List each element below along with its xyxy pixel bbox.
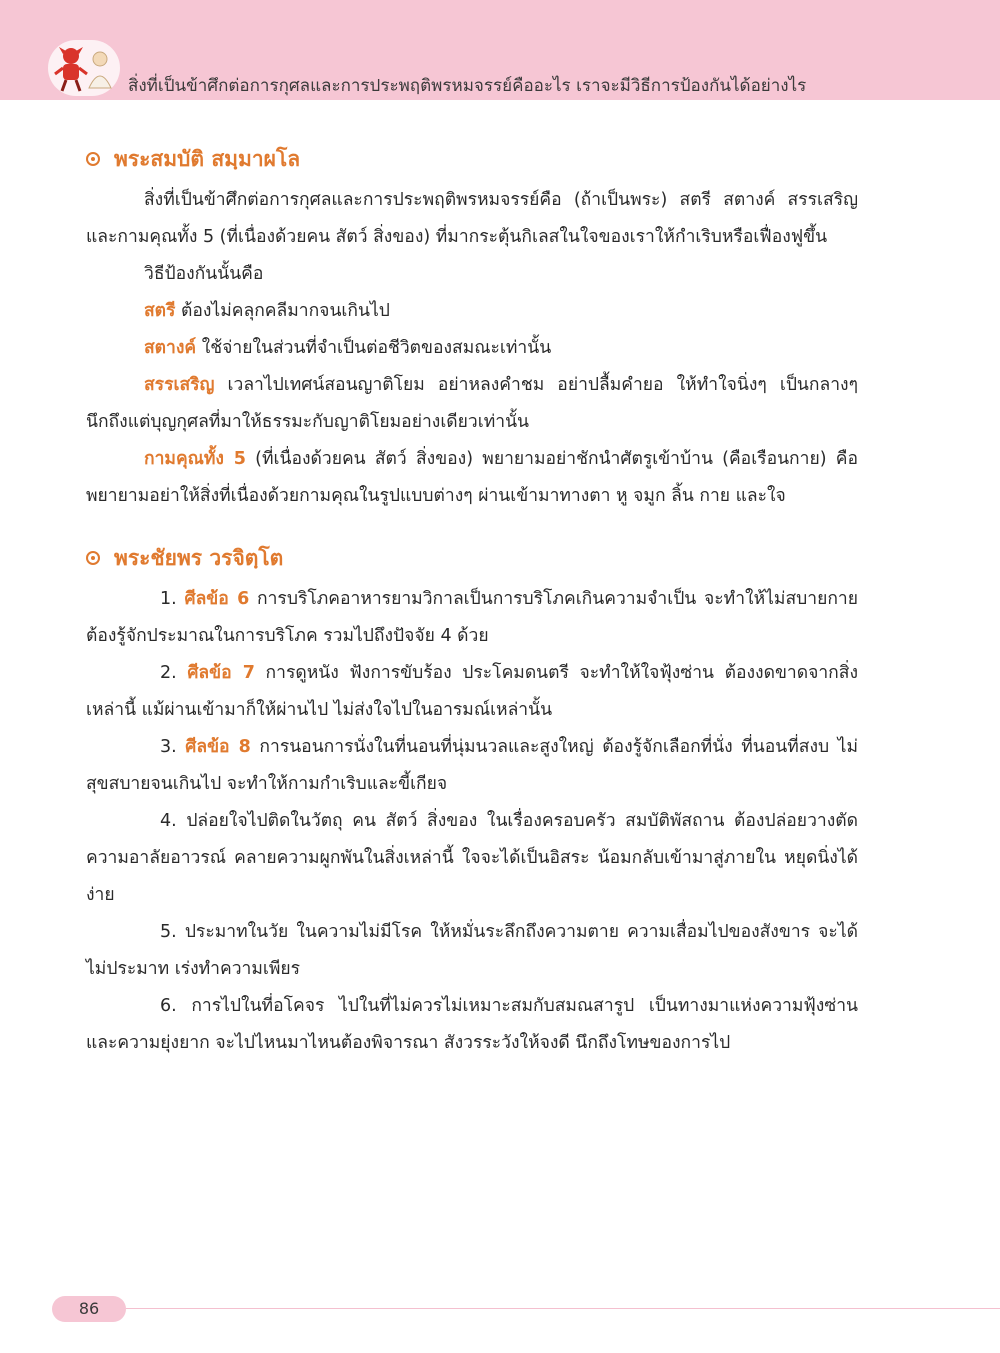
section-title	[86, 140, 858, 178]
page-content	[86, 140, 858, 1062]
highlight-term: กามคุณทั้ง 5	[144, 449, 246, 469]
paragraph-text: (ที่เนื่องด้วยคน สัตว์ สิ่งของ) พยายามอย่าชักนำศัตรูเข้าบ้าน (คือเรือนกาย) คือพยายามอย่าให้สิ่งที่เนื่องด้วยกามคุณในรูปแบบต่างๆ ผ่านเข้ามาทางตา หู จมูก ลิ้น กาย และใจ	[86, 449, 858, 506]
spacer	[86, 515, 858, 539]
paragraph-text: ปล่อยใจไปติดในวัตถุ คน สัตว์ สิ่งของ ในเรื่องครอบครัว สมบัติพัสถาน ต้องปล่อยวางตัดความอาลัยอาวรณ์ คลายความผูกพันในสิ่งเหล่านี้ ใจจะได้เป็นอิสระ น้อมกลับเข้ามาสู่ภายใน หยุดนิ่งได้ง่าย	[86, 811, 858, 905]
list-number: 5.	[160, 922, 185, 942]
paragraph-text: ต้องไม่คลุกคลีมากจนเกินไป	[175, 301, 390, 321]
paragraph: สิ่งที่เป็นข้าศึกต่อการกุศลและการประพฤติพรหมจรรย์คือ (ถ้าเป็นพระ) สตรี สตางค์ สรรเสริญ และกามคุณทั้ง 5 (ที่เนื่องด้วยคน สัตว์ สิ่งของ) ที่มากระตุ้นกิเลสในใจของเราให้กำเริบหรือเฟื่องฟูขึ้น	[86, 190, 858, 247]
paragraph: วิธีป้องกันนั้นคือ	[144, 264, 264, 284]
header-title: สิ่งที่เป็นข้าศึกต่อการกุศลและการประพฤติพรหมจรรย์คืออะไร เราจะมีวิธีการป้องกันได้อย่างไร	[128, 76, 807, 96]
paragraph-text: การนอนการนั่งในที่นอนที่นุ่มนวลและสูงใหญ่ ต้องรู้จักเลือกที่นั่ง ที่นอนที่สงบ ไม่สุขสบายจนเกินไป จะทำให้กามกำเริบและขี้เกียจ	[86, 737, 859, 794]
paragraph	[86, 367, 858, 441]
list-item	[86, 803, 858, 914]
page-number: 86	[52, 1296, 126, 1322]
monk-demon-illustration-icon	[48, 40, 120, 96]
list-number: 2.	[160, 663, 188, 683]
highlight-term: สตรี	[144, 301, 176, 321]
paragraph-text: การไปในที่อโคจร ไปในที่ไม่ควรไม่เหมาะสมกับสมณสารูป เป็นทางมาแห่งความฟุ้งซ่าน และความยุ่งยาก จะไปไหนมาไหนต้องพิจารณา สังวรระวังให้จงดี นึกถึงโทษของการไป	[86, 996, 858, 1053]
section-title	[86, 539, 858, 577]
paragraph-text: ประมาทในวัย ในความไม่มีโรค ให้หมั่นระลึกถึงความตาย ความเสื่อมไปของสังขาร จะได้ไม่ประมาท เร่งทำความเพียร	[86, 922, 858, 979]
list-number: 6.	[160, 996, 192, 1016]
list-item	[86, 729, 858, 803]
circle-bullet-icon	[86, 551, 100, 565]
paragraph	[86, 441, 858, 515]
list-item	[86, 655, 858, 729]
list-item	[86, 914, 858, 988]
paragraph-text: ใช้จ่ายในส่วนที่จำเป็นต่อชีวิตของสมณะเท่านั้น	[196, 338, 552, 358]
list-number: 1.	[160, 589, 185, 609]
highlight-term: ศีลข้อ 6	[184, 589, 250, 609]
highlight-term: สตางค์	[144, 338, 197, 358]
paragraph	[86, 293, 858, 330]
section-title-text: พระสมบัติ สมฺมาผโล	[114, 146, 301, 171]
highlight-term: ศีลข้อ 7	[187, 663, 255, 683]
highlight-term: สรรเสริญ	[144, 375, 215, 395]
list-item	[86, 581, 858, 655]
circle-bullet-icon	[86, 152, 100, 166]
list-number: 4.	[160, 811, 187, 831]
paragraph	[86, 330, 858, 367]
list-item	[86, 988, 858, 1062]
page-header	[0, 0, 1000, 100]
paragraph-text: การบริโภคอาหารยามวิกาลเป็นการบริโภคเกินความจำเป็น จะทำให้ไม่สบายกาย ต้องรู้จักประมาณในการบริโภค รวมไปถึงปัจจัย 4 ด้วย	[86, 589, 859, 646]
section-title-text: พระชัยพร วรจิตฺโต	[114, 545, 284, 570]
paragraph-text: การดูหนัง ฟังการขับร้อง ประโคมดนตรี จะทำให้ใจฟุ้งซ่าน ต้องงดขาดจากสิ่งเหล่านี้ แม้ผ่านเข้ามาก็ให้ผ่านไป ไม่ส่งใจไปในอารมณ์เหล่านั้น	[86, 663, 858, 720]
paragraph-text: เวลาไปเทศน์สอนญาติโยม อย่าหลงคำชม อย่าปลื้มคำยอ ให้ทำใจนิ่งๆ เป็นกลางๆ นึกถึงแต่บุญกุศลที่มาให้ธรรมะกับญาติโยมอย่างเดียวเท่านั้น	[86, 375, 858, 432]
highlight-term: ศีลข้อ 8	[185, 737, 251, 757]
footer-divider	[120, 1308, 1000, 1309]
list-number: 3.	[160, 737, 186, 757]
